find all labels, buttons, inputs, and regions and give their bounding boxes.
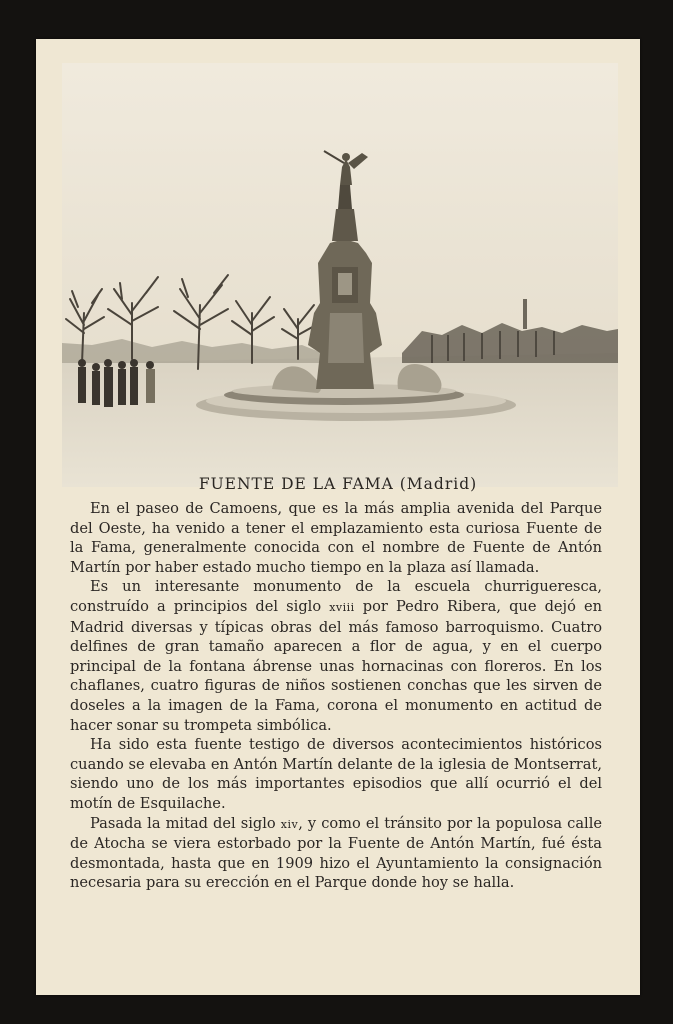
- fountain-photo: [62, 63, 618, 487]
- paragraph-4: Pasada la mitad del siglo xiv, y como el tránsito por la populosa calle de Atocha se viera estorbado por la Fuente de Antón Martín, fué ésta desmontada, hasta que en 1909 hizo el Ayuntamiento la consignación necesaria para su erección en el Parque donde hoy se halla.: [70, 814, 603, 892]
- postcard-text: [70, 499, 602, 893]
- paragraph-3: Ha sido esta fuente testigo de diversos acontecimientos históricos cuando se elevaba en Antón Martín delante de la iglesia de Montserrat, siendo uno de los más importantes episodios que allí ocurrió el del motín de Esquilache.: [70, 736, 602, 812]
- postcard-title: FUENTE DE LA FAMA (Madrid): [198, 475, 478, 493]
- fountain-photo-illustration: [62, 63, 618, 487]
- paragraph-1: En el paseo de Camoens, que es la más amplia avenida del Parque del Oeste, ha venido a tener el emplazamiento esta curiosa Fuente de la Fama, generalmente conocida con el nombre de Fuente de Antón Martín por haber estado mucho tiempo en la plaza así llamada.: [70, 500, 602, 576]
- paragraph-2: Es un interesante monumento de la escuela churrigueresca, construído a principios del siglo xviii por Pedro Ribera, que dejó en Madrid diversas y típicas obras del más famoso barroquismo. Cuatro delfines de gran tamaño aparecen a flor de agua, y en el cuerpo principal de la fontana ábrense unas hornacinas con floreros. En los chaflanes, cuatro figuras de niños sostienen conchas que les sirven de doseles a la imagen de la Fama, corona el monumento en actitud de hacer sonar su trompeta simbólica.: [70, 578, 602, 734]
- postcard: [36, 39, 640, 995]
